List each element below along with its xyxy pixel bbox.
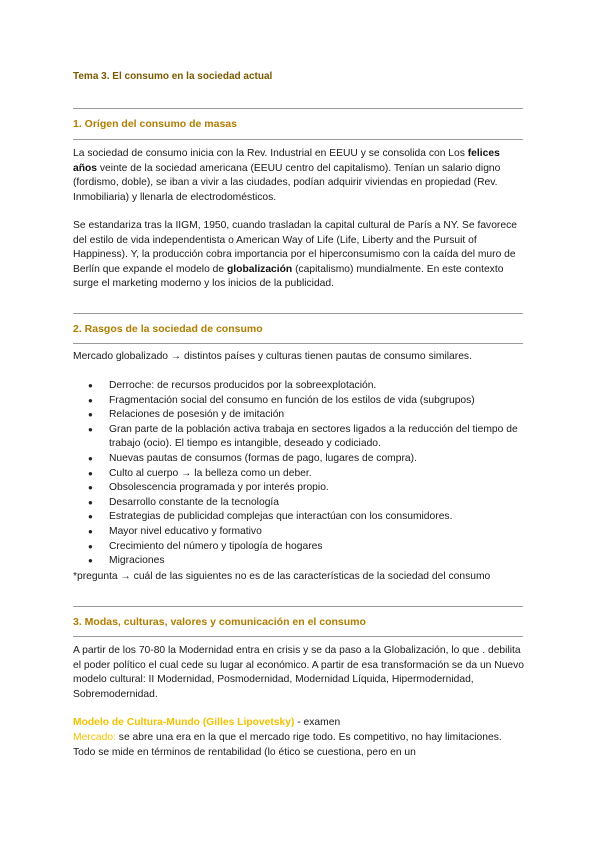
list-item: ● Migraciones — [73, 554, 525, 569]
section-2-heading: 2. Rasgos de la sociedad de consumo — [73, 323, 263, 335]
highlighted-market-label: Mercado: — [73, 732, 116, 743]
text-run: - examen — [294, 717, 341, 728]
list-item: ● Nuevas pautas de consumos (formas de pago, lugares de compra). — [73, 452, 525, 467]
exam-note: *pregunta → cuál de las siguientes no es de las características de la sociedad del consumo — [73, 571, 491, 582]
list-item: ● Estrategias de publicidad complejas que interactúan con los consumidores. — [73, 510, 525, 525]
list-item: ● Fragmentación social del consumo en función de los estilos de vida (subgrupos) — [73, 394, 525, 409]
section-2-intro: Mercado globalizado → distintos países y culturas tienen pautas de consumo similares. — [73, 351, 472, 362]
list-item: ● Gran parte de la población activa trabaja en sectores ligados a la reducción del tiempo de trabajo (ocio). El tiempo es intangible, deseado y codiciado. — [73, 423, 525, 452]
text-run: Se estandariza tras la IIGM, 1950, cuando trasladan la capital cultural de París a NY. Se favorece del estilo de vida independentista o American Way of Life (Life, Liberty and the Pursuit of Happiness). Y, la producción cobra importancia por el hiperconsumismo con la caída del muro de Berlín que expande el modelo de — [73, 220, 517, 275]
highlighted-model-label: Modelo de Cultura-Mundo (Gilles Lipovetsky) — [73, 717, 295, 728]
section-1-paragraph-2 — [73, 219, 525, 292]
section-3-paragraph-1: A partir de los 70-80 la Modernidad entra en crisis y se da paso a la Globalización, lo que . debilita el poder político el cual cede su lugar al económico. A partir de esa transformación se da un Nuevo modelo cultural: II Modernidad, Posmodernidad, Modernidad Líquida, Hipermodernidad, Sobremodernidad. — [73, 645, 525, 700]
document-title: Tema 3. El consumo en la sociedad actual — [73, 71, 273, 82]
section-1-paragraph-1 — [73, 147, 525, 205]
text-run: se abre una era en la que el mercado rige todo. Es competitivo, no hay limitaciones. Todo se mide en términos de rentabilidad (lo ético se cuestiona, pero en un — [73, 732, 502, 758]
list-item: ● Desarrollo constante de la tecnología — [73, 496, 525, 511]
traits-list — [73, 379, 525, 569]
bold-text: globalización — [227, 263, 293, 275]
text-run: (capitalismo) mundialmente. En este contexto surge el marketing moderno y los inicios de la publicidad. — [73, 263, 504, 290]
list-item: ● Relaciones de posesión y de imitación — [73, 408, 525, 423]
section-3-heading: 3. Modas, culturas, valores y comunicación en el consumo — [73, 616, 366, 628]
divider — [73, 606, 523, 607]
bold-text: felices años — [73, 148, 500, 174]
cultural-model-line — [73, 716, 525, 731]
list-item: ● Mayor nivel educativo y formativo — [73, 525, 525, 540]
divider — [73, 313, 523, 314]
market-paragraph — [73, 731, 525, 760]
text-run: La sociedad de consumo inicia con la Rev. Industrial en EEUU y se consolida con Los — [73, 148, 468, 159]
divider — [73, 139, 523, 140]
text-run: veinte de la sociedad americana (EEUU centro del capitalismo). Tenían un salario digno (fordismo, doble), se iban a vivir a las ciudades, podían adquirir viviendas en propiedad (Rev. Inmobiliaria) y llenarla de electrodomésticos. — [73, 162, 501, 203]
list-item: ● Crecimiento del número y tipología de hogares — [73, 540, 525, 555]
divider — [73, 108, 523, 109]
section-1-heading: 1. Orígen del consumo de masas — [73, 118, 237, 130]
divider — [73, 343, 523, 344]
divider — [73, 636, 523, 637]
list-item: ● Obsolescencia programada y por interés propio. — [73, 481, 525, 496]
list-item: ● Derroche: de recursos producidos por la sobreexplotación. — [73, 379, 525, 394]
list-item: ● Culto al cuerpo → la belleza como un deber. — [73, 467, 525, 482]
